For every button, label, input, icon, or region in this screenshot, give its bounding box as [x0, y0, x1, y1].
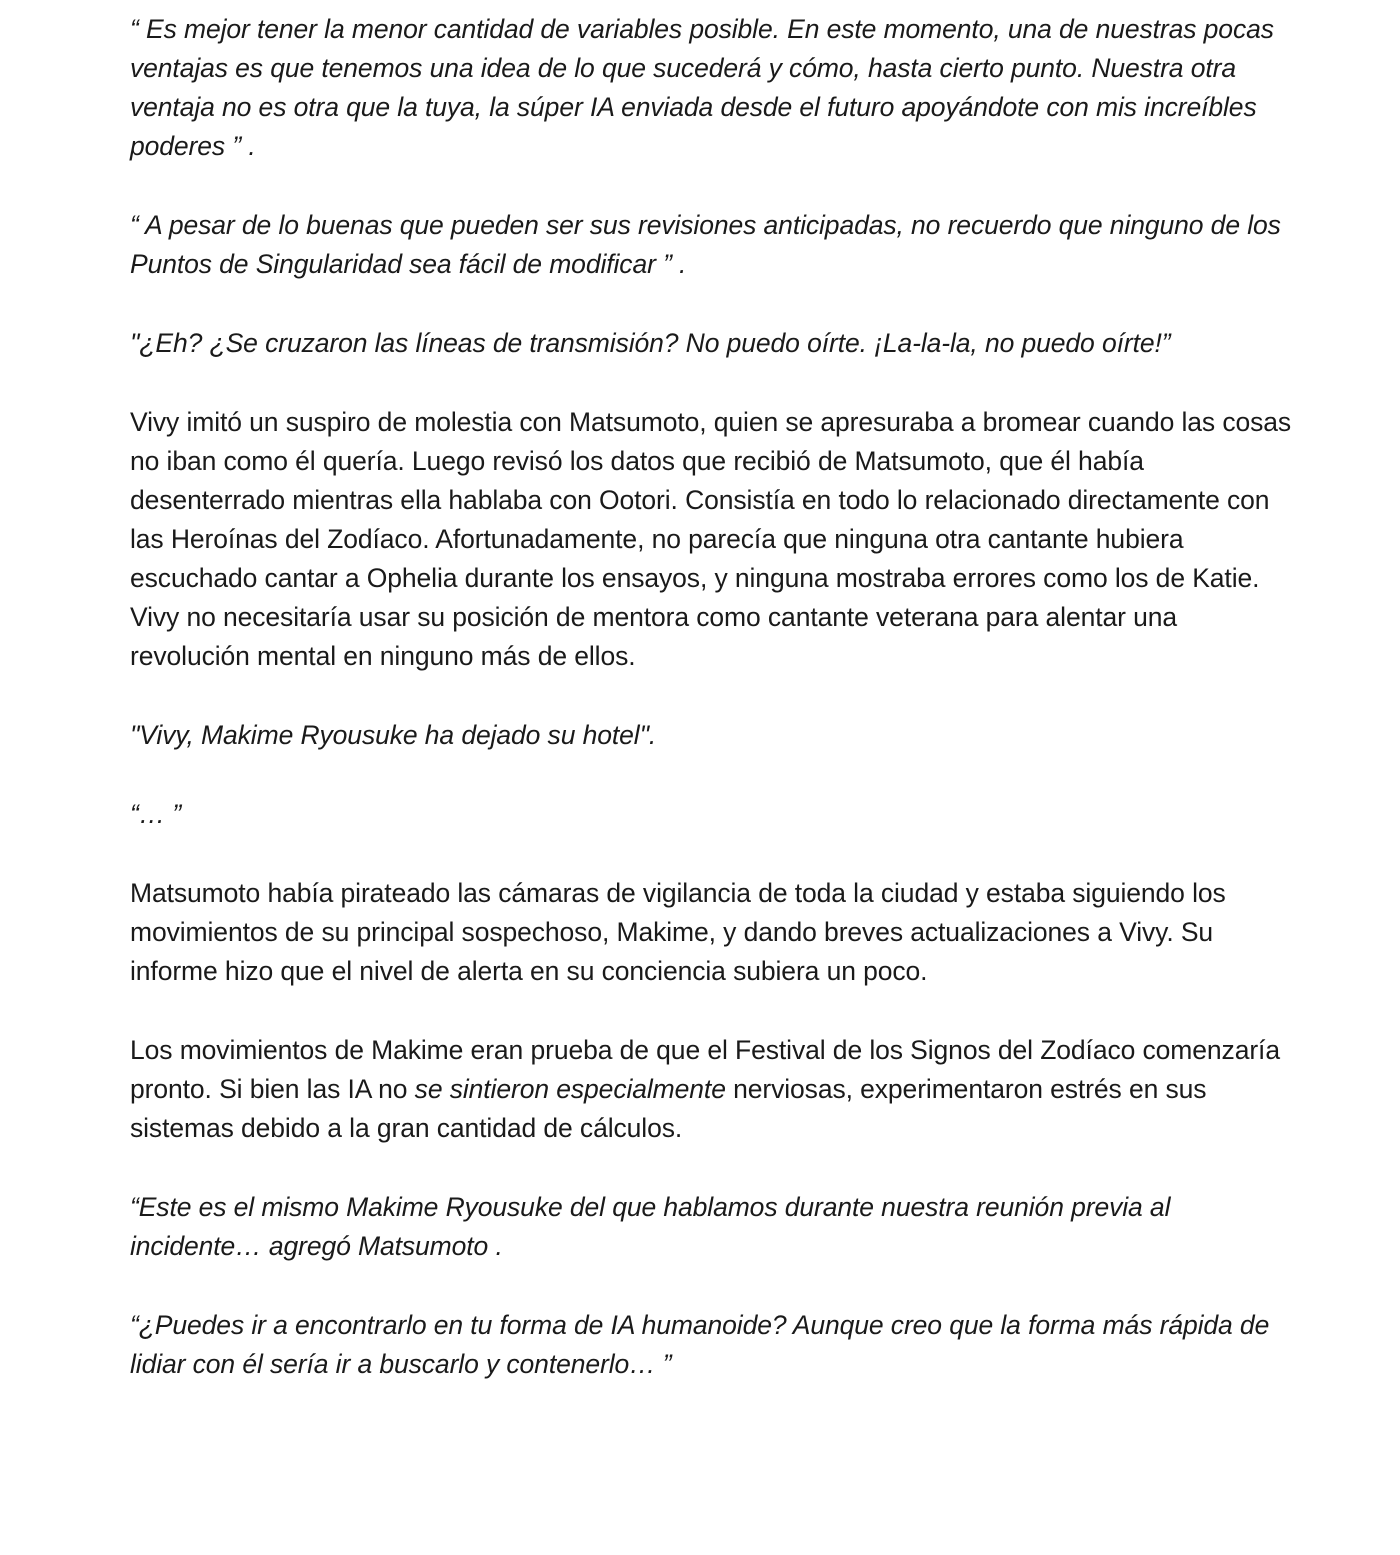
paragraph-3: "¿Eh? ¿Se cruzaron las líneas de transmisión? No puedo oírte. ¡La-la-la, no puedo oírte!”: [130, 328, 1171, 358]
paragraph-5: "Vivy, Makime Ryousuke ha dejado su hotel".: [130, 720, 657, 750]
paragraph-9: “Este es el mismo Makime Ryousuke del que hablamos durante nuestra reunión previa al incidente… agregó Matsumoto .: [130, 1192, 1171, 1261]
text-column: [130, 10, 1295, 1424]
paragraph-8-before: Los movimientos de Makime eran prueba de que el Festival de los Signos del Zodíaco comenzaría pronto. Si bien las IA no: [130, 1035, 1280, 1104]
paragraph-2: “ A pesar de lo buenas que pueden ser sus revisiones anticipadas, no recuerdo que ninguno de los Puntos de Singularidad sea fácil de modificar ” .: [130, 210, 1281, 279]
paragraph-6: “… ”: [130, 799, 182, 829]
paragraph-1: “ Es mejor tener la menor cantidad de variables posible. En este momento, una de nuestras pocas ventajas es que tenemos una idea de lo que sucederá y cómo, hasta cierto punto. Nuestra otra ventaja no es otra que la tuya, la súper IA enviada desde el futuro apoyándote con mis increíbles poderes ” .: [130, 14, 1274, 161]
paragraph-8-after: nerviosas, experimentaron estrés en sus sistemas debido a la gran cantidad de cálculos.: [130, 1074, 1207, 1143]
paragraph-8: [130, 1031, 1295, 1148]
paragraph-7: Matsumoto había pirateado las cámaras de vigilancia de toda la ciudad y estaba siguiendo los movimientos de su principal sospechoso, Makime, y dando breves actualizaciones a Vivy. Su informe hizo que el nivel de alerta en su conciencia subiera un poco.: [130, 878, 1226, 986]
paragraph-10: “¿Puedes ir a encontrarlo en tu forma de IA humanoide? Aunque creo que la forma más rápida de lidiar con él sería ir a buscarlo y contenerlo… ”: [130, 1310, 1270, 1379]
paragraph-8-emphasis: se sintieron especialmente: [414, 1074, 726, 1104]
paragraph-4: Vivy imitó un suspiro de molestia con Matsumoto, quien se apresuraba a bromear cuando las cosas no iban como él quería. Luego revisó los datos que recibió de Matsumoto, que él había desenterrado mientras ella hablaba con Ootori. Consistía en todo lo relacionado directamente con las Heroínas del Zodíaco. Afortunadamente, no parecía que ninguna otra cantante hubiera escuchado cantar a Ophelia durante los ensayos, y ninguna mostraba errores como los de Katie. Vivy no necesitaría usar su posición de mentora como cantante veterana para alentar una revolución mental en ninguno más de ellos.: [130, 407, 1292, 671]
